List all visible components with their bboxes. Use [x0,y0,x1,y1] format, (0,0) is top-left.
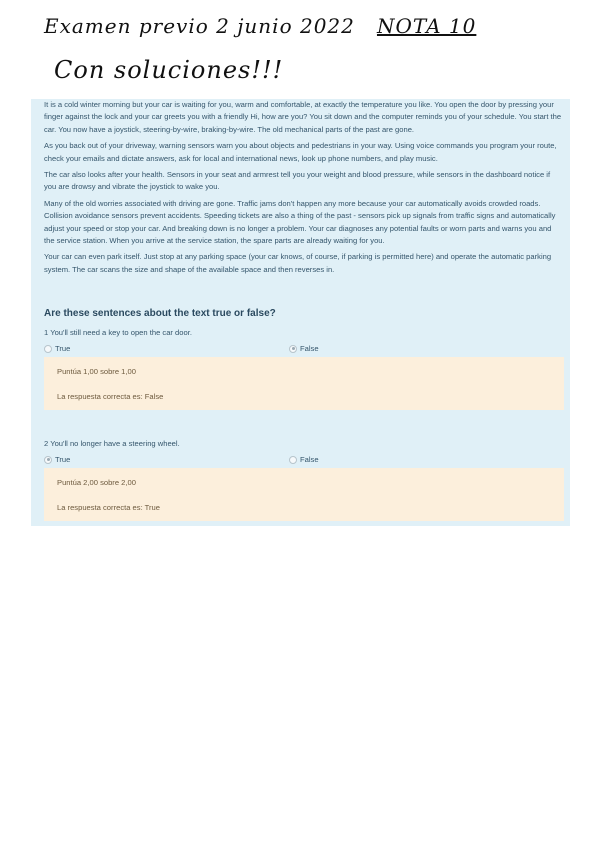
option-false[interactable] [289,344,319,353]
answer-options [44,455,564,467]
question-text: 2 You'll no longer have a steering wheel. [44,439,180,448]
reading-paragraph: As you back out of your driveway, warning sensors warn you about objects and pedestrians in your way. Using voice commands you program your route, check your emails and dictate answers, ask for local and international news, look up phone numbers, and play music. [44,141,557,163]
option-false[interactable] [289,455,319,464]
option-label: True [55,344,71,353]
correct-answer-text: La respuesta correcta es: False [57,392,164,401]
handwritten-grade: NOTA 10 [376,14,477,38]
correct-answer-text: La respuesta correcta es: True [57,503,160,512]
reading-paragraph: Many of the old worries associated with driving are gone. Traffic jams don't happen any more because your car automatically avoids crowded roads. Collision avoidance sensors prevent accidents. Speeding tickets are also a thing of the past - sensors pick up signals from traffic signs and automatically adjust your speed or stop your car. And breaking down is no longer a problem. Your car diagnoses any potential faults or worn parts and warns you and the service station. When you arrive at the service station, the spare parts are already waiting for you. [44,198,556,246]
radio-false[interactable] [289,456,297,464]
score-text: Puntúa 2,00 sobre 2,00 [57,478,136,487]
quiz-panel [31,99,570,526]
question-text: 1 You'll still need a key to open the car door. [44,328,192,337]
handwritten-title [44,14,476,38]
radio-true[interactable] [44,345,52,353]
option-label: False [300,455,319,464]
question-heading: Are these sentences about the text true or false? [44,308,276,319]
answer-options [44,344,564,356]
feedback-box [44,468,564,521]
option-true[interactable] [44,344,70,353]
feedback-box [44,357,564,410]
handwritten-exam-note: Examen previo 2 junio 2022 [44,14,355,38]
reading-paragraph: The car also looks after your health. Sensors in your seat and armrest tell you your weight and blood pressure, while sensors in the dashboard notice if you are drowsy and vibrate the joystick to wake you. [44,170,551,192]
reading-paragraph: Your car can even park itself. Just stop at any parking space (your car knows, of course, if parking is permitted here) and operate the automatic parking system. The car scans the size and shape of the available space and then reverses in. [44,252,552,274]
reading-paragraph: It is a cold winter morning but your car is waiting for you, warm and comfortable, at exactly the temperature you like. You open the door by pressing your finger against the lock and your car greets you with a friendly Hi, how are you? You sit down and the computer reminds you of your schedule. You start the car. You now have a joystick, steering-by-wire, braking-by-wire. The old mechanical parts of the past are gone. [44,100,562,134]
radio-true-selected[interactable] [44,456,52,464]
radio-false-selected[interactable] [289,345,297,353]
handwritten-solutions-note: Con soluciones!!! [54,56,284,84]
option-label: False [300,344,319,353]
reading-text [44,99,562,280]
option-true[interactable] [44,455,70,464]
score-text: Puntúa 1,00 sobre 1,00 [57,367,136,376]
option-label: True [55,455,71,464]
